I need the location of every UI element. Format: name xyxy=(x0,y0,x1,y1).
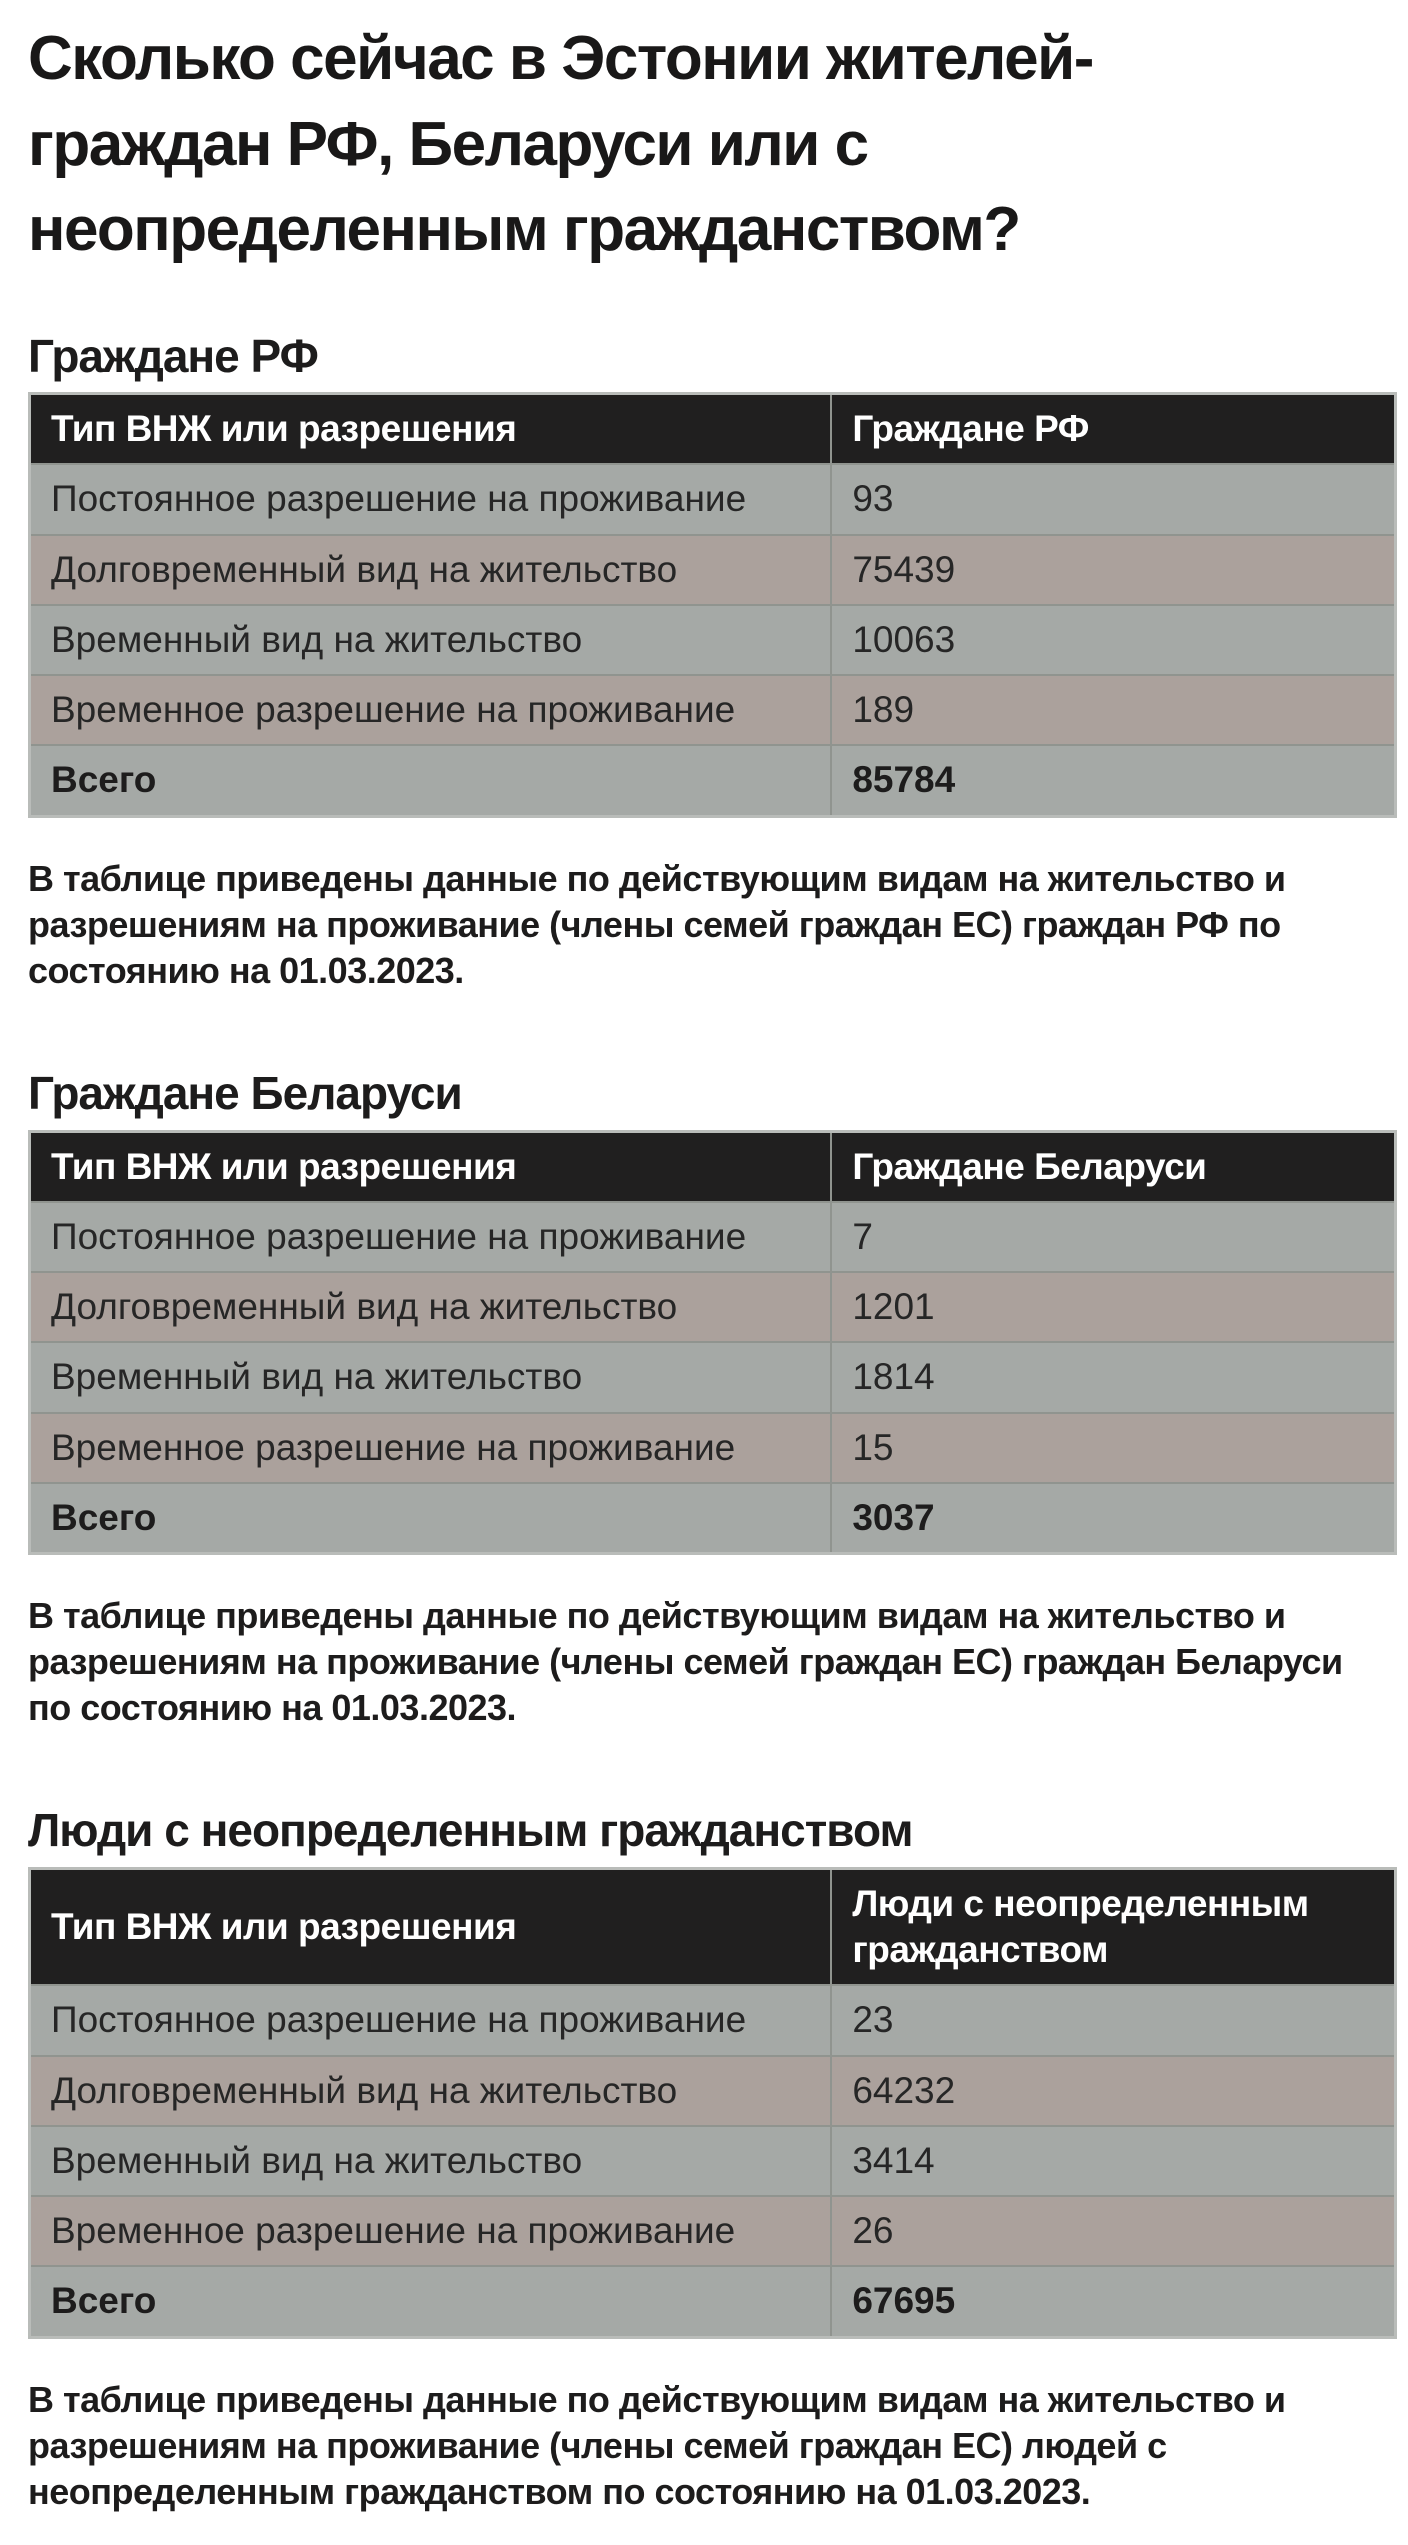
table-header-row xyxy=(30,394,1396,465)
table-row xyxy=(30,2126,1396,2196)
count-cell: 93 xyxy=(831,464,1395,534)
total-value-cell: 3037 xyxy=(831,1483,1395,1554)
total-label-cell: Всего xyxy=(30,2266,832,2337)
column-header-count: Граждане Беларуси xyxy=(831,1131,1395,1202)
permit-type-cell: Постоянное разрешение на проживание xyxy=(30,464,832,534)
column-header-permit-type: Тип ВНЖ или разрешения xyxy=(30,394,832,465)
total-label-cell: Всего xyxy=(30,745,832,816)
permit-type-cell: Временный вид на жительство xyxy=(30,1342,832,1412)
table-citizens-rf xyxy=(28,392,1397,818)
table-row xyxy=(30,464,1396,534)
permit-type-cell: Долговременный вид на жительство xyxy=(30,1272,832,1342)
section-title-undetermined: Люди с неопределенным гражданством xyxy=(28,1804,913,1857)
total-label-cell: Всего xyxy=(30,1483,832,1554)
section-title-belarus: Граждане Беларуси xyxy=(28,1066,462,1119)
permit-type-cell: Долговременный вид на жительство xyxy=(30,2056,832,2126)
table-header-row xyxy=(30,1868,1396,1985)
permit-type-cell: Постоянное разрешение на проживание xyxy=(30,1985,832,2055)
count-cell: 189 xyxy=(831,675,1395,745)
column-header-permit-type: Тип ВНЖ или разрешения xyxy=(30,1131,832,1202)
total-value-cell: 85784 xyxy=(831,745,1395,816)
table-row xyxy=(30,1413,1396,1483)
section-title-rf: Граждане РФ xyxy=(28,329,318,382)
count-cell: 15 xyxy=(831,1413,1395,1483)
table-citizens-belarus xyxy=(28,1130,1397,1556)
permit-type-cell: Временный вид на жительство xyxy=(30,605,832,675)
count-cell: 75439 xyxy=(831,535,1395,605)
table-row xyxy=(30,1342,1396,1412)
table-row xyxy=(30,675,1396,745)
table-row xyxy=(30,1985,1396,2055)
table-total-row xyxy=(30,745,1396,816)
permit-type-cell: Временный вид на жительство xyxy=(30,2126,832,2196)
count-cell: 64232 xyxy=(831,2056,1395,2126)
total-value-cell: 67695 xyxy=(831,2266,1395,2337)
permit-type-cell: Временное разрешение на проживание xyxy=(30,675,832,745)
table-total-row xyxy=(30,2266,1396,2337)
count-cell: 3414 xyxy=(831,2126,1395,2196)
table-row xyxy=(30,2056,1396,2126)
count-cell: 7 xyxy=(831,1202,1395,1272)
count-cell: 10063 xyxy=(831,605,1395,675)
count-cell: 26 xyxy=(831,2196,1395,2266)
table-row xyxy=(30,1202,1396,1272)
table-note-rf: В таблице приведены данные по действующим видам на жительство и разрешениям на проживание (члены семей граждан ЕС) граждан РФ по состоянию на 01.03.2023. xyxy=(28,857,1286,991)
permit-type-cell: Долговременный вид на жительство xyxy=(30,535,832,605)
column-header-count: Граждане РФ xyxy=(831,394,1395,465)
table-row xyxy=(30,2196,1396,2266)
table-note-undetermined: В таблице приведены данные по действующим видам на жительство и разрешениям на проживание (члены семей граждан ЕС) людей с неопределенным гражданством по состоянию на 01.03.2023. xyxy=(28,2378,1286,2512)
column-header-permit-type: Тип ВНЖ или разрешения xyxy=(30,1868,832,1985)
count-cell: 1814 xyxy=(831,1342,1395,1412)
page-title: Сколько сейчас в Эстонии жителей-граждан РФ, Беларуси или с неопределенным гражданством? xyxy=(28,24,1093,265)
table-row xyxy=(30,1272,1396,1342)
table-note-belarus: В таблице приведены данные по действующим видам на жительство и разрешениям на проживание (члены семей граждан ЕС) граждан Беларуси по состоянию на 01.03.2023. xyxy=(28,1595,1343,1729)
permit-type-cell: Временное разрешение на проживание xyxy=(30,1413,832,1483)
table-header-row xyxy=(30,1131,1396,1202)
permit-type-cell: Постоянное разрешение на проживание xyxy=(30,1202,832,1272)
column-header-count: Люди с неопределенным гражданством xyxy=(831,1868,1395,1985)
table-row xyxy=(30,605,1396,675)
section-citizens-rf xyxy=(28,331,1397,994)
count-cell: 23 xyxy=(831,1985,1395,2055)
permit-type-cell: Временное разрешение на проживание xyxy=(30,2196,832,2266)
section-undetermined-citizenship xyxy=(28,1805,1397,2515)
table-row xyxy=(30,535,1396,605)
table-total-row xyxy=(30,1483,1396,1554)
count-cell: 1201 xyxy=(831,1272,1395,1342)
table-undetermined-citizenship xyxy=(28,1867,1397,2339)
section-citizens-belarus xyxy=(28,1068,1397,1731)
